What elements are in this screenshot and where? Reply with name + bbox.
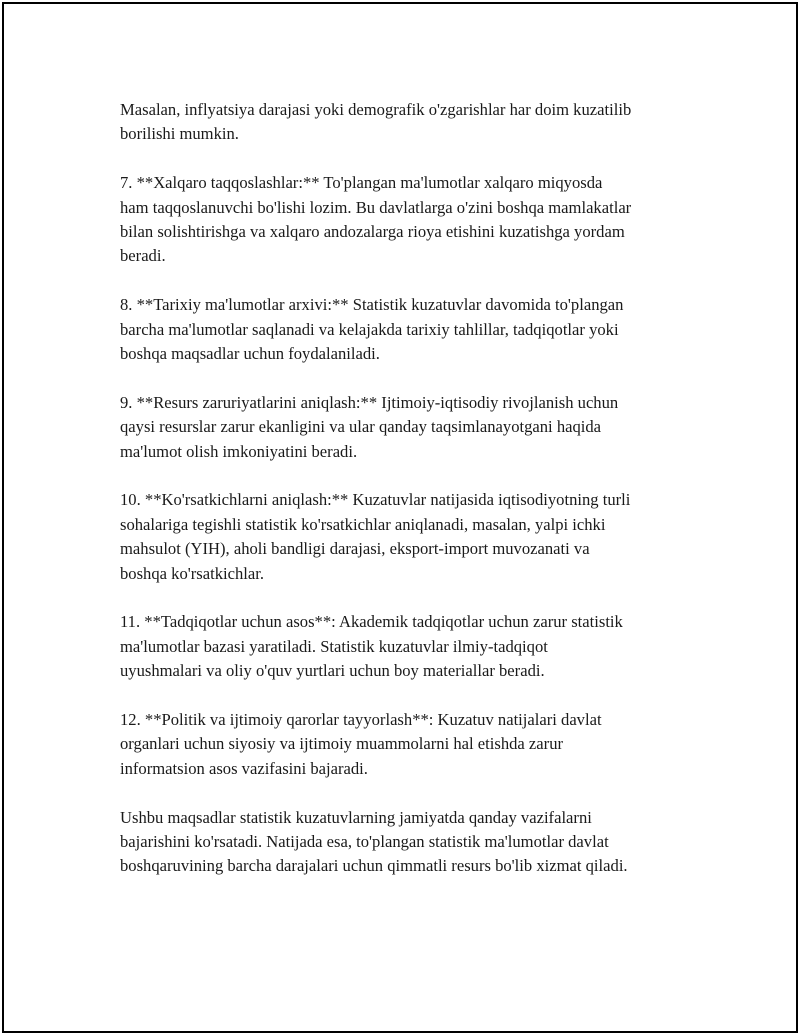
paragraph-item-10: 10. **Ko'rsatkichlarni aniqlash:** Kuzatuvlar natijasida iqtisodiyotning turli sohalariga tegishli statistik ko'rsatkichlar aniqlanadi, masalan, yalpi ichki mahsulot (YIH), aholi bandligi darajasi, eksport-import muvozanati va boshqa ko'rsatkichlar.	[120, 490, 631, 583]
paragraph-item-12: 12. **Politik va ijtimoiy qarorlar tayyorlash**: Kuzatuv natijalari davlat organlari uchun siyosiy va ijtimoiy muammolarni hal etishda zarur informatsion asos vazifasini bajaradi.	[120, 710, 602, 778]
document-body	[120, 98, 692, 903]
paragraph-item-9: 9. **Resurs zaruriyatlarini aniqlash:** Ijtimoiy-iqtisodiy rivojlanish uchun qaysi resurslar zarur ekanligini va ular qanday taqsimlanayotgani haqida ma'lumot olish imkoniyatini beradi.	[120, 392, 619, 461]
paragraph-item-11: 11. **Tadqiqotlar uchun asos**: Akademik tadqiqotlar uchun zarur statistik ma'lumotlar bazasi yaratiladi. Statistik kuzatuvlar ilmiy-tadqiqot uyushmalari va oliy o'quv yurtlari uchun boy materiallar beradi.	[120, 612, 623, 681]
page-border	[2, 2, 798, 1033]
paragraph-item-7: 7. **Xalqaro taqqoslashlar:** To'plangan ma'lumotlar xalqaro miqyosda ham taqqoslanuvchi bo'lishi lozim. Bu davlatlarga o'zini boshqa mamlakatlar bilan solishtirishga va xalqaro andozalarga rioya etishini kuzatishga yordam beradi.	[120, 173, 632, 266]
paragraph-intro: Masalan, inflyatsiya darajasi yoki demografik o'zgarishlar har doim kuzatilib borilishi mumkin.	[120, 100, 632, 144]
paragraph-item-8: 8. **Tarixiy ma'lumotlar arxivi:** Statistik kuzatuvlar davomida to'plangan barcha ma'lumotlar saqlanadi va kelajakda tarixiy tahlillar, tadqiqotlar yoki boshqa maqsadlar uchun foydalaniladi.	[120, 295, 624, 364]
paragraph-conclusion: Ushbu maqsadlar statistik kuzatuvlarning jamiyatda qanday vazifalarni bajarishini ko'rsatadi. Natijada esa, to'plangan statistik ma'lumotlar davlat boshqaruvining barcha darajalari uchun qimmatli resurs bo'lib xizmat qiladi.	[120, 807, 628, 876]
